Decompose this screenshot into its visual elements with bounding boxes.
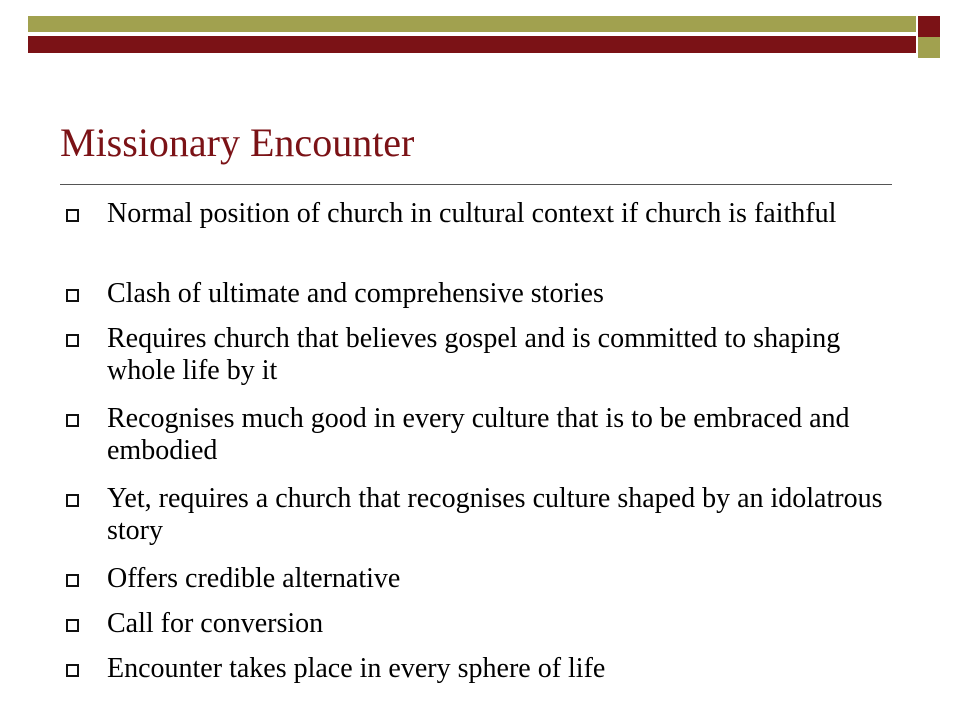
hollow-square-bullet-icon [66,209,79,222]
hollow-square-bullet-icon [66,664,79,677]
hollow-square-bullet-icon [66,334,79,347]
bullet-text: Encounter takes place in every sphere of life [107,653,606,684]
bullet-text: Yet, requires a church that recognises culture shaped by an idolatrous story [107,483,883,546]
bullet-text: Normal position of church in cultural context if church is faithful [107,198,837,229]
bullet-text: Clash of ultimate and comprehensive stories [107,278,604,309]
bullet-text: Offers credible alternative [107,563,401,594]
hollow-square-bullet-icon [66,574,79,587]
hollow-square-bullet-icon [66,494,79,507]
hollow-square-bullet-icon [66,289,79,302]
hollow-square-bullet-icon [66,414,79,427]
slide-title: Missionary Encounter [60,120,415,165]
bullet-text: Call for conversion [107,608,324,639]
hollow-square-bullet-icon [66,619,79,632]
bullet-text: Requires church that believes gospel and is committed to shaping whole life by it [107,323,841,386]
bullet-text: Recognises much good in every culture that is to be embraced and embodied [107,403,850,466]
